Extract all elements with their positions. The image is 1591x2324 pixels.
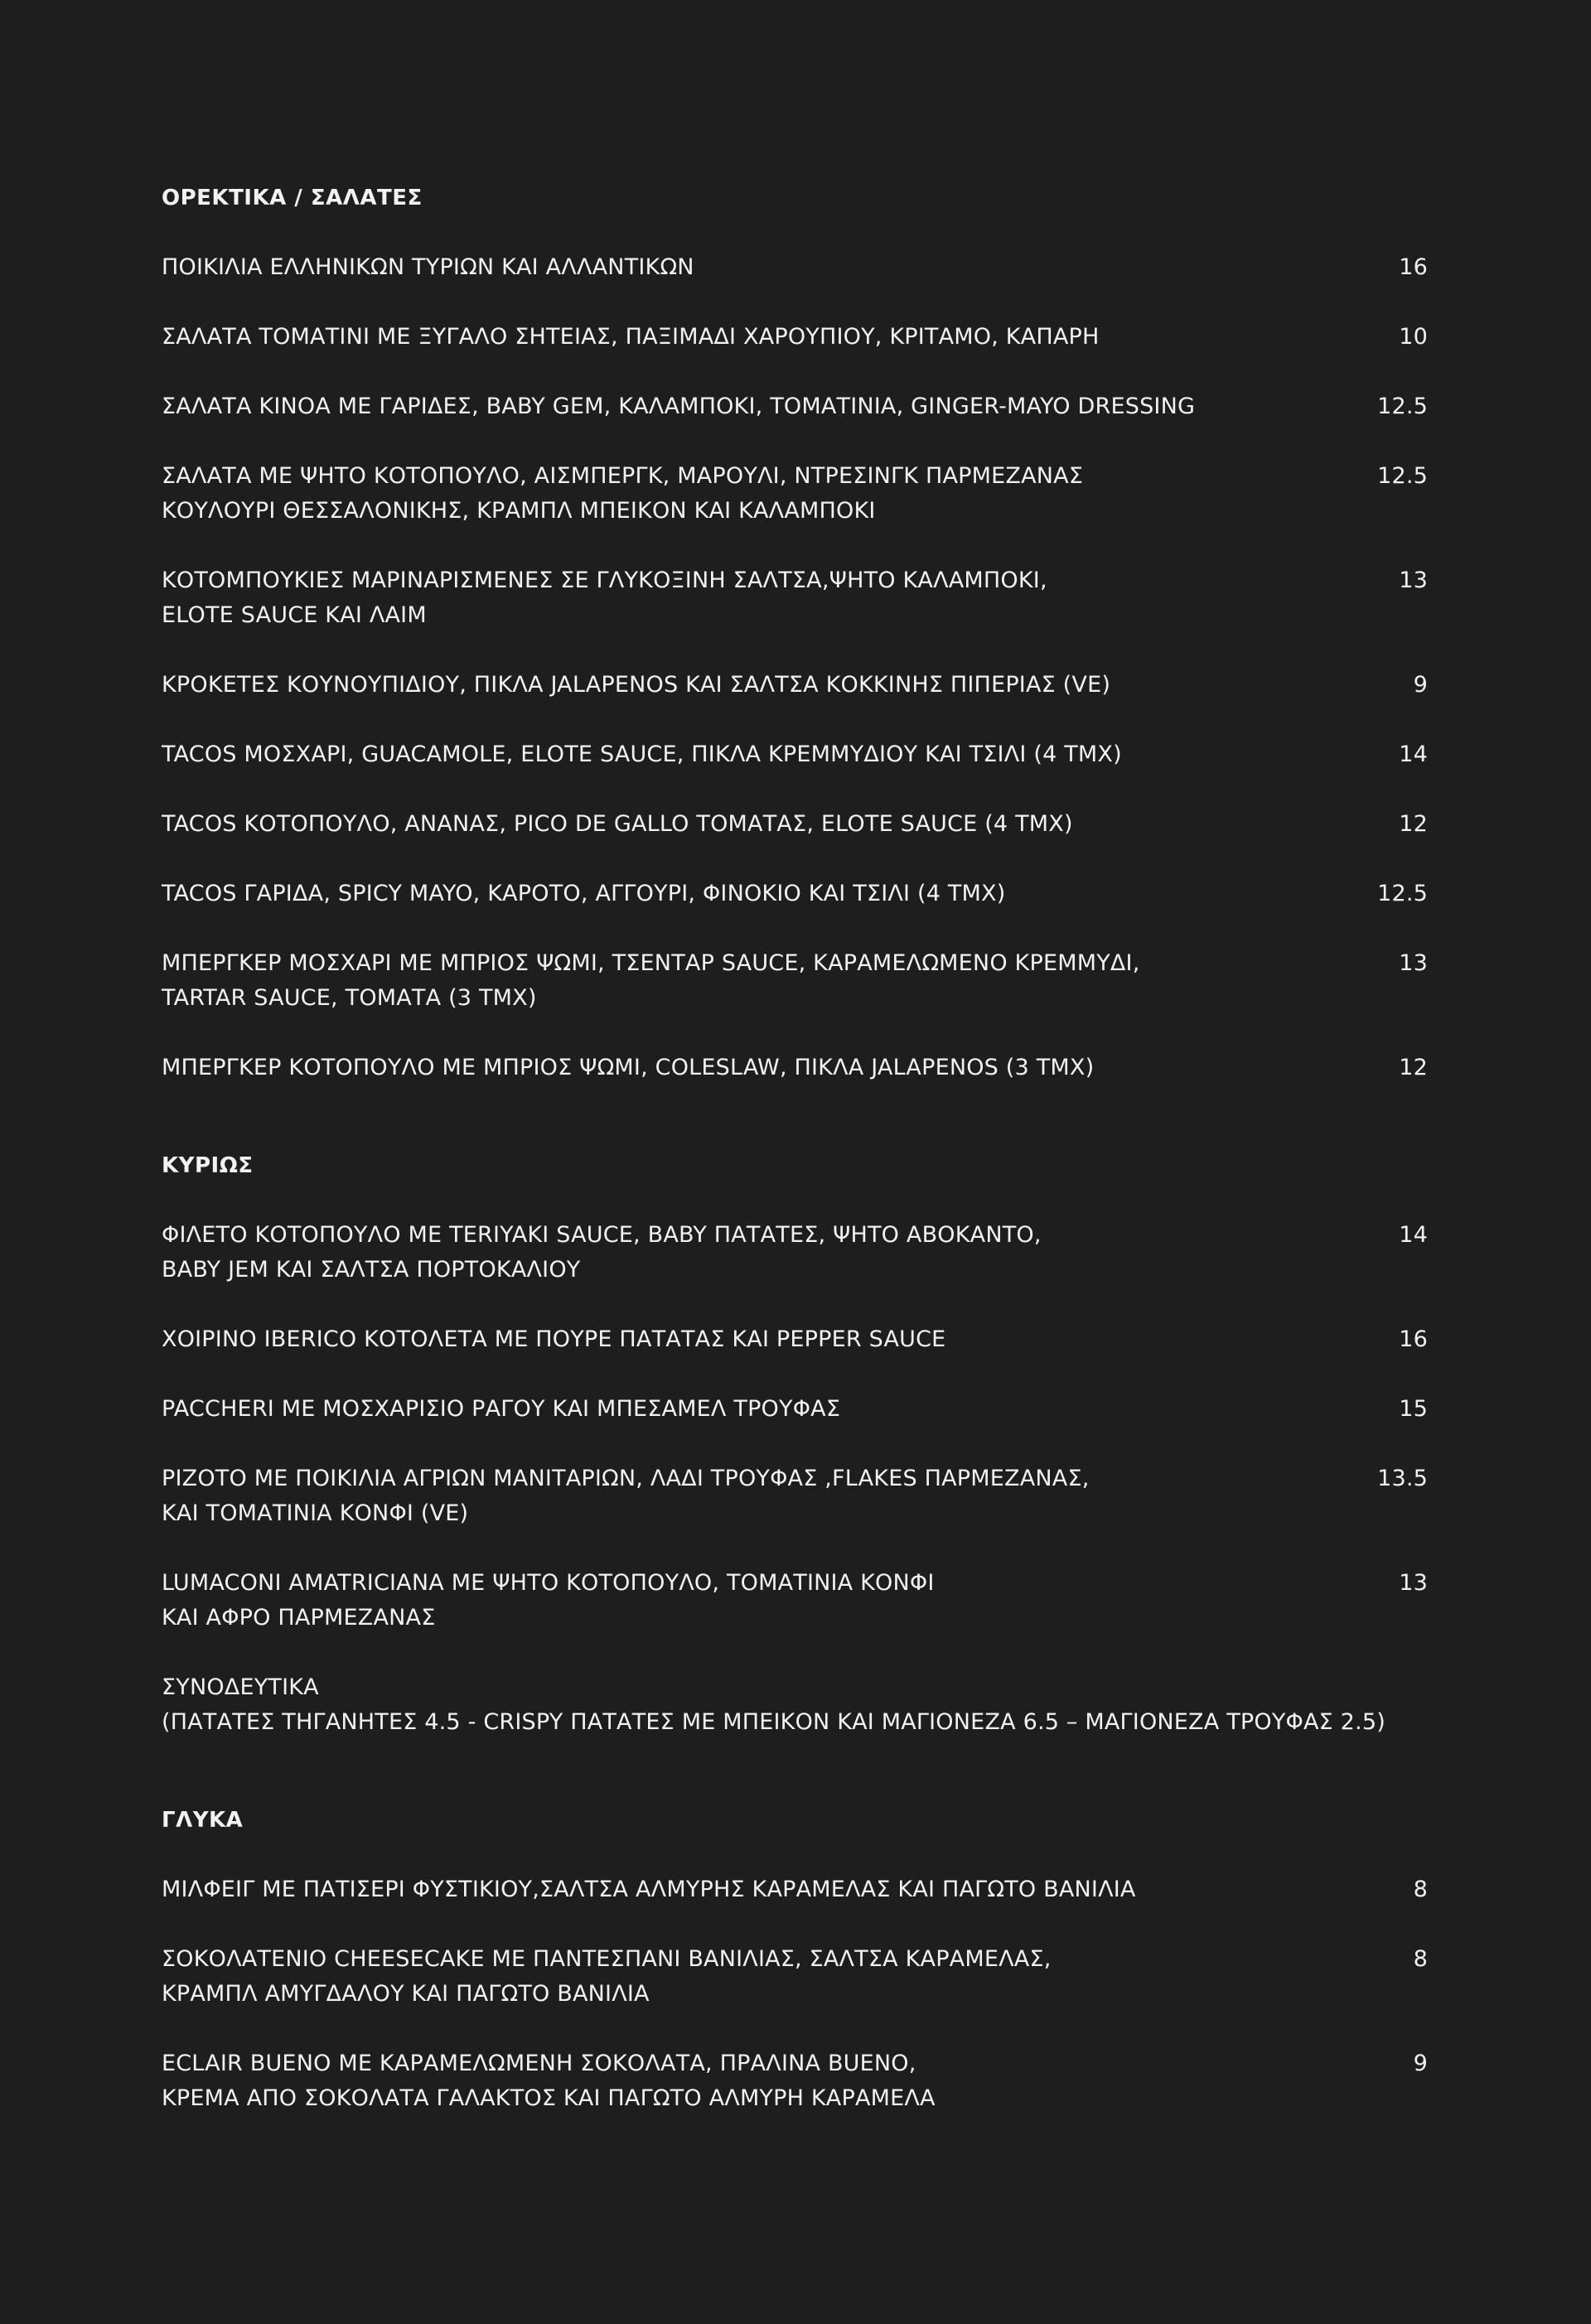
menu-item-description (162, 1051, 1094, 1085)
menu-item-line: TACOS ΓΑΡΙΔΑ, SPICY MAYO, ΚΑΡΟΤΟ, ΑΓΓΟΥΡΙ, ΦΙΝΟΚΙΟ ΚΑΙ ΤΣΙΛΙ (4 ΤΜΧ) (162, 881, 1006, 906)
menu-item-description (162, 1872, 1136, 1907)
menu-item (162, 946, 1428, 1016)
menu-item-price: 12.5 (1377, 394, 1428, 419)
menu-item-price: 16 (1399, 254, 1428, 280)
menu-item-price: 16 (1399, 1326, 1428, 1352)
menu-item-price: 12.5 (1377, 881, 1428, 906)
menu-item-line: ΚΡΑΜΠΛ ΑΜΥΓΔΑΛΟΥ ΚΑΙ ΠΑΓΩΤΟ ΒΑΝΙΛΙΑ (162, 1981, 650, 2007)
menu-item (162, 1566, 1428, 1635)
menu-item-description (162, 389, 1195, 424)
menu-item-price: 14 (1399, 742, 1428, 767)
menu-item-line: (ΠΑΤΑΤΕΣ ΤΗΓΑΝΗΤΕΣ 4.5 - CRISPY ΠΑΤΑΤΕΣ ΜΕ ΜΠΕΙΚΟΝ ΚΑΙ ΜΑΓΙΟΝΕΖΑ 6.5 – ΜΑΓΙΟΝΕΖΑ ΤΡΟΥΦΑΣ 2.5) (162, 1709, 1385, 1735)
section-title: ΓΛΥΚΑ (162, 1808, 244, 1833)
menu-item (162, 250, 1428, 285)
menu-item (162, 807, 1428, 842)
menu-item-line: ΣΑΛΑΤΑ ΚΙΝΟΑ ΜΕ ΓΑΡΙΔΕΣ, BABY GEM, ΚΑΛΑΜΠΟΚΙ, ΤΟΜΑΤΙΝΙΑ, GINGER-MAYO DRESSING (162, 394, 1196, 419)
menu-item-price: 9 (1413, 2051, 1428, 2076)
menu-item-description (162, 877, 1005, 911)
menu-item-description (162, 737, 1122, 772)
menu-item (162, 2046, 1428, 2116)
menu-item-description (162, 459, 1083, 529)
menu-item (162, 1462, 1428, 1531)
menu-item-line: ΠΟΙΚΙΛΙΑ ΕΛΛΗΝΙΚΩΝ ΤΥΡΙΩΝ ΚΑΙ ΑΛΛΑΝΤΙΚΩΝ (162, 254, 694, 280)
menu-item-line: ΣΥΝΟΔΕΥΤΙΚΑ (162, 1674, 319, 1700)
menu-item-line: ELOTE SAUCE ΚΑΙ ΛΑΙΜ (162, 602, 427, 628)
menu-item-price: 8 (1413, 1877, 1428, 1902)
section-title: ΟΡΕΚΤΙΚΑ / ΣΑΛΑΤΕΣ (162, 186, 423, 210)
menu-item (162, 320, 1428, 355)
menu-item-line: ΦΙΛΕΤΟ ΚΟΤΟΠΟΥΛΟ ΜΕ TERIYAKI SAUCE, BABY ΠΑΤΑΤΕΣ, ΨΗΤΟ ΑΒΟΚΑΝΤΟ, (162, 1222, 1042, 1248)
menu-item-price: 15 (1399, 1396, 1428, 1422)
menu-item-line: ΚΡΟΚΕΤΕΣ ΚΟΥΝΟΥΠΙΔΙΟΥ, ΠΙΚΛΑ JALAPENOS ΚΑΙ ΣΑΛΤΣΑ ΚΟΚΚΙΝΗΣ ΠΙΠΕΡΙΑΣ (VE) (162, 672, 1111, 698)
menu (162, 184, 1428, 2116)
menu-item-line: ΣΟΚΟΛΑΤΕΝΙΟ CHEESECAKE ΜΕ ΠΑΝΤΕΣΠΑΝΙ ΒΑΝΙΛΙΑΣ, ΣΑΛΤΣΑ ΚΑΡΑΜΕΛΑΣ, (162, 1946, 1052, 1972)
menu-item-line: ΚΟΤΟΜΠΟΥΚΙΕΣ ΜΑΡΙΝΑΡΙΣΜΕΝΕΣ ΣΕ ΓΛΥΚΟΞΙΝΗ ΣΑΛΤΣΑ,ΨΗΤΟ ΚΑΛΑΜΠΟΚΙ, (162, 568, 1047, 593)
menu-item-line: TARTAR SAUCE, ΤΟΜΑΤΑ (3 ΤΜΧ) (162, 985, 537, 1011)
menu-item-description (162, 1392, 840, 1427)
menu-item (162, 1942, 1428, 2012)
menu-item-price: 13.5 (1377, 1466, 1428, 1491)
menu-item-description (162, 807, 1073, 842)
menu-item (162, 1322, 1428, 1357)
menu-item-price: 13 (1399, 950, 1428, 976)
menu-item-description (162, 1566, 935, 1635)
menu-item-description (162, 1942, 1052, 2012)
menu-item-line: ΜΠΕΡΓΚΕΡ ΚΟΤΟΠΟΥΛΟ ΜΕ ΜΠΡΙΟΣ ΨΩΜΙ, COLESLAW, ΠΙΚΛΑ JALAPENOS (3 ΤΜΧ) (162, 1055, 1095, 1080)
menu-item-line: ΧΟΙΡΙΝΟ IBERICO ΚΟΤΟΛΕΤΑ ΜΕ ΠΟΥΡΕ ΠΑΤΑΤΑΣ ΚΑΙ PEPPER SAUCE (162, 1326, 946, 1352)
menu-item-line: BABY JEM ΚΑΙ ΣΑΛΤΣΑ ΠΟΡΤΟΚΑΛΙΟΥ (162, 1257, 581, 1283)
menu-item-line: ΚΟΥΛΟΥΡΙ ΘΕΣΣΑΛΟΝΙΚΗΣ, ΚΡΑΜΠΛ ΜΠΕΙΚΟΝ ΚΑΙ ΚΑΛΑΜΠΟΚΙ (162, 498, 876, 524)
menu-item (162, 389, 1428, 424)
menu-item-line: ECLAIR BUENO ΜΕ ΚΑΡΑΜΕΛΩΜΕΝΗ ΣΟΚΟΛΑΤΑ, ΠΡΑΛΙΝΑ BUENO, (162, 2051, 916, 2076)
menu-item-line: ΚΡΕΜΑ ΑΠΟ ΣΟΚΟΛΑΤΑ ΓΑΛΑΚΤΟΣ ΚΑΙ ΠΑΓΩΤΟ ΑΛΜΥΡΗ ΚΑΡΑΜΕΛΑ (162, 2085, 936, 2111)
menu-item-line: ΚΑΙ ΤΟΜΑΤΙΝΙΑ ΚΟΝΦΙ (VE) (162, 1500, 469, 1526)
menu-item-description (162, 1462, 1089, 1531)
menu-item-line: LUMACONI AMATRICIANA ΜΕ ΨΗΤΟ ΚΟΤΟΠΟΥΛΟ, ΤΟΜΑΤΙΝΙΑ ΚΟΝΦΙ (162, 1570, 935, 1596)
menu-item-line: PACCHERI ΜΕ ΜΟΣΧΑΡΙΣΙΟ ΡΑΓΟΥ ΚΑΙ ΜΠΕΣΑΜΕΛ ΤΡΟΥΦΑΣ (162, 1396, 841, 1422)
menu-item (162, 1670, 1428, 1740)
menu-item-description (162, 1322, 945, 1357)
menu-item-price: 13 (1399, 1570, 1428, 1596)
menu-item-description (162, 2046, 936, 2116)
menu-item (162, 563, 1428, 633)
menu-item-price: 8 (1413, 1946, 1428, 1972)
menu-item-line: TACOS ΜΟΣΧΑΡΙ, GUACAMOLE, ELOTE SAUCE, ΠΙΚΛΑ ΚΡΕΜΜΥΔΙΟΥ ΚΑΙ ΤΣΙΛΙ (4 ΤΜΧ) (162, 742, 1122, 767)
menu-item-line: ΚΑΙ ΑΦΡΟ ΠΑΡΜΕΖΑΝΑΣ (162, 1605, 436, 1631)
menu-item-description (162, 1218, 1042, 1288)
menu-item-description (162, 1670, 1385, 1740)
menu-item-line: ΜΙΛΦΕΙΓ ΜΕ ΠΑΤΙΣΕΡΙ ΦΥΣΤΙΚΙΟΥ,ΣΑΛΤΣΑ ΑΛΜΥΡΗΣ ΚΑΡΑΜΕΛΑΣ ΚΑΙ ΠΑΓΩΤΟ ΒΑΝΙΛΙΑ (162, 1877, 1136, 1902)
menu-item-description (162, 946, 1140, 1016)
menu-item-price: 13 (1399, 568, 1428, 593)
section-mains (162, 1152, 1428, 1740)
menu-item-line: ΡΙΖΟΤΟ ΜΕ ΠΟΙΚΙΛΙΑ ΑΓΡΙΩΝ ΜΑΝΙΤΑΡΙΩΝ, ΛΑΔΙ ΤΡΟΥΦΑΣ ,FLAKES ΠΑΡΜΕΖΑΝΑΣ, (162, 1466, 1090, 1491)
menu-item-line: ΜΠΕΡΓΚΕΡ ΜΟΣΧΑΡΙ ΜΕ ΜΠΡΙΟΣ ΨΩΜΙ, ΤΣΕΝΤΑΡ SAUCE, ΚΑΡΑΜΕΛΩΜΕΝΟ ΚΡΕΜΜΥΔΙ, (162, 950, 1140, 976)
menu-item (162, 737, 1428, 772)
menu-item-description (162, 320, 1100, 355)
menu-item (162, 668, 1428, 703)
menu-item-price: 12 (1399, 1055, 1428, 1080)
menu-item (162, 1051, 1428, 1085)
menu-item (162, 459, 1428, 529)
section-appetizers (162, 184, 1428, 1085)
menu-item-price: 14 (1399, 1222, 1428, 1248)
menu-item-description (162, 668, 1110, 703)
menu-item (162, 1218, 1428, 1288)
menu-item-price: 10 (1399, 324, 1428, 350)
menu-item-line: ΣΑΛΑΤΑ ΜΕ ΨΗΤΟ ΚΟΤΟΠΟΥΛΟ, ΑΙΣΜΠΕΡΓΚ, ΜΑΡΟΥΛΙ, ΝΤΡΕΣΙΝΓΚ ΠΑΡΜΕΖΑΝΑΣ (162, 463, 1084, 489)
menu-item (162, 1872, 1428, 1907)
menu-item-price: 9 (1413, 672, 1428, 698)
menu-item-line: TACOS ΚΟΤΟΠΟΥΛΟ, ΑΝΑΝΑΣ, PICO DE GALLO ΤΟΜΑΤΑΣ, ELOTE SAUCE (4 ΤΜΧ) (162, 811, 1073, 837)
menu-item (162, 877, 1428, 911)
menu-item-description (162, 563, 1047, 633)
menu-item-description (162, 250, 694, 285)
menu-item-price: 12.5 (1377, 463, 1428, 489)
section-title: ΚΥΡΙΩΣ (162, 1153, 254, 1178)
menu-item (162, 1392, 1428, 1427)
menu-item-price: 12 (1399, 811, 1428, 837)
menu-item-line: ΣΑΛΑΤΑ ΤΟΜΑΤΙΝΙ ΜΕ ΞΥΓΑΛΟ ΣΗΤΕΙΑΣ, ΠΑΞΙΜΑΔΙ ΧΑΡΟΥΠΙΟΥ, ΚΡΙΤΑΜΟ, ΚΑΠΑΡΗ (162, 324, 1100, 350)
section-desserts (162, 1806, 1428, 2116)
